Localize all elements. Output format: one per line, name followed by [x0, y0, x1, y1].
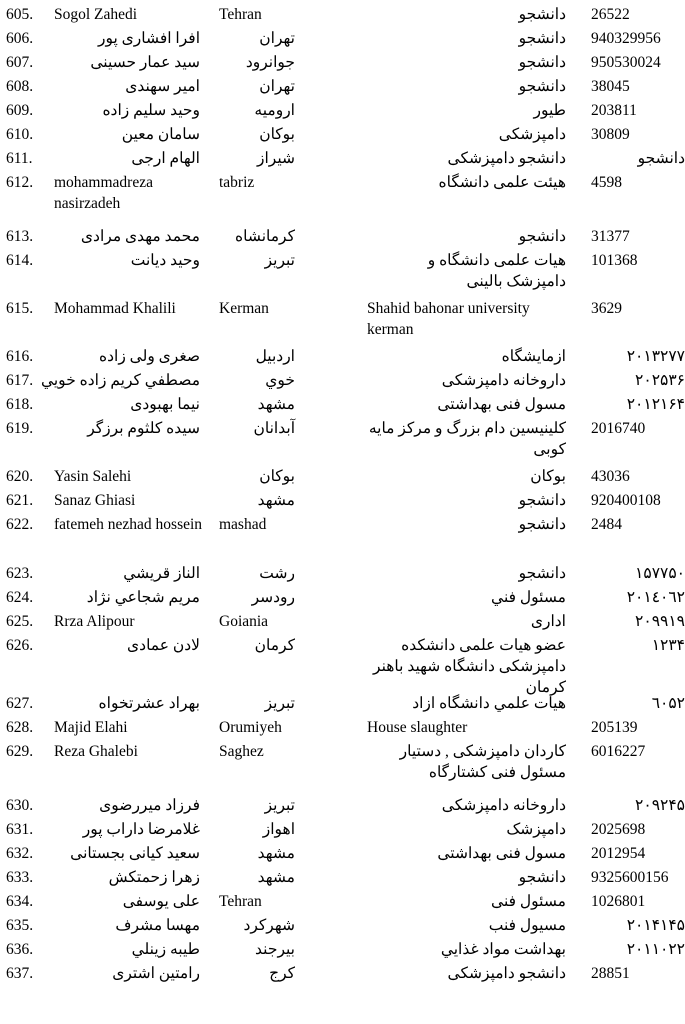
job-cell: دانشجو [518, 30, 566, 47]
city-cell: بوکان [259, 468, 295, 485]
city-cell: Orumiyeh [219, 719, 282, 736]
name-cell: افرا افشاری پور [97, 30, 200, 47]
city-cell: Goiania [219, 613, 269, 630]
code-cell: ٦۰۵۲ [651, 695, 685, 712]
name-cell: Reza Ghalebi [54, 743, 138, 760]
job-cell: دانشجو دامپزشکی [447, 150, 566, 167]
name-cell: Sogol Zahedi [54, 6, 138, 23]
job-cell: دانشجو [518, 54, 566, 71]
name-cell: fatemeh nezhad hossein [54, 516, 203, 533]
city-cell: تبریز [264, 252, 295, 269]
code-cell: 38045 [591, 78, 630, 95]
code-cell: 950530024 [591, 54, 661, 71]
num-cell: 620. [6, 468, 34, 485]
name-cell: سامان معین [121, 126, 200, 143]
job-cell: عضو هیات علمی دانشکده دامپزشکی دانشگاه شهید باهنر کرمان [373, 637, 566, 696]
city-cell: رشت [259, 565, 295, 582]
num-cell: 609. [6, 102, 34, 119]
city-cell: مشهد [257, 492, 295, 509]
city-cell: شهرکرد [243, 917, 295, 934]
city-cell: کرج [269, 965, 295, 982]
num-cell: 634. [6, 893, 34, 910]
code-cell: 203811 [591, 102, 637, 119]
code-cell: 30809 [591, 126, 630, 143]
job-cell: بوکان [530, 468, 566, 485]
name-cell: Sanaz Ghiasi [54, 492, 136, 509]
num-cell: 618. [6, 396, 34, 413]
code-cell: دانشجو [637, 150, 685, 167]
num-cell: 633. [6, 869, 34, 886]
job-cell: دانشجو [518, 516, 566, 533]
job-cell: دانشجو [518, 228, 566, 245]
name-cell: طیبه زینلي [131, 941, 200, 958]
num-cell: 624. [6, 589, 34, 606]
num-cell: 606. [6, 30, 34, 47]
job-cell: مسئول فني [491, 589, 566, 606]
code-cell: ۲۰۱۱۰۲۲ [626, 941, 685, 958]
num-cell: 631. [6, 821, 34, 838]
name-cell: فرزاد میررضوی [99, 797, 200, 814]
num-cell: 621. [6, 492, 34, 509]
name-cell: امیر سهندی [125, 78, 200, 95]
name-cell: محمد مهدی مرادی [80, 228, 200, 245]
name-cell: صغری ولی زاده [98, 348, 200, 365]
job-cell: داروخانه دامپزشکی [441, 797, 566, 814]
job-cell: کاردان دامپزشکی , دستیار مسئول فنی کشتارگاه [399, 743, 566, 781]
city-cell: بیرجند [255, 941, 295, 958]
city-cell: مشهد [257, 869, 295, 886]
num-cell: 630. [6, 797, 34, 814]
code-cell: 3629 [591, 300, 622, 317]
num-cell: 625. [6, 613, 34, 630]
code-cell: 31377 [591, 228, 630, 245]
name-cell: سید عمار حسینی [90, 54, 200, 71]
job-cell: مسئول فنی [491, 893, 566, 910]
code-cell: ۲۰۹۹۱۹ [635, 613, 685, 630]
city-cell: خوي [265, 372, 295, 389]
job-cell: مسول فنی بهداشتی [437, 396, 566, 413]
num-cell: 617. [6, 372, 34, 389]
name-cell: مهسا مشرف [115, 917, 200, 934]
city-cell: کرمانشاه [235, 228, 295, 245]
name-cell: مصطفي كريم زاده خويي [40, 372, 200, 389]
code-cell: ۲۰۲۵۳۶ [635, 372, 685, 389]
job-cell: اداری [530, 613, 566, 630]
code-cell: 43036 [591, 468, 630, 485]
job-cell: Shahid bahonar university kerman [367, 300, 530, 338]
code-cell: 2025698 [591, 821, 646, 838]
city-cell: Kerman [219, 300, 269, 317]
job-cell: مسیول فنب [488, 917, 566, 934]
num-cell: 635. [6, 917, 34, 934]
job-cell: دانشجو [518, 6, 566, 23]
num-cell: 605. [6, 6, 34, 23]
job-cell: دانشجو [518, 492, 566, 509]
name-cell: سعید کیانی بجستانی [70, 845, 200, 862]
name-cell: مريم شجاعي نژاد [86, 589, 200, 606]
num-cell: 615. [6, 300, 34, 317]
city-cell: تهران [259, 78, 295, 95]
name-cell: علی یوسفی [122, 893, 200, 910]
num-cell: 623. [6, 565, 34, 582]
city-cell: اردبیل [255, 348, 295, 365]
job-cell: دامپزشکی [498, 126, 566, 143]
job-cell: بهداشت مواد غذايي [440, 941, 566, 958]
city-cell: تبریز [264, 797, 295, 814]
name-cell: بهراد عشرتخواه [98, 695, 200, 712]
name-cell: Majid Elahi [54, 719, 128, 736]
code-cell: ۲۰۹۲۴۵ [635, 797, 685, 814]
name-cell: mohammadreza nasirzadeh [54, 174, 153, 212]
name-cell: Mohammad Khalili [54, 300, 176, 317]
code-cell: 2016740 [591, 420, 646, 437]
city-cell: تبریز [264, 695, 295, 712]
code-cell: ۲۰۱٤۰٦۲ [626, 589, 685, 606]
job-cell: هیئت علمی دانشگاه [438, 174, 566, 191]
code-cell: ۲۰۱۴۱۴۵ [626, 917, 685, 934]
job-cell: طیور [533, 102, 566, 119]
num-cell: 622. [6, 516, 34, 533]
code-cell: 205139 [591, 719, 638, 736]
name-cell: لادن عمادی [127, 637, 200, 654]
num-cell: 614. [6, 252, 34, 269]
name-cell: وحید دیانت [130, 252, 200, 269]
name-cell: غلامرضا داراب پور [82, 821, 200, 838]
code-cell: 920400108 [591, 492, 661, 509]
job-cell: House slaughter [367, 719, 468, 736]
num-cell: 619. [6, 420, 34, 437]
num-cell: 626. [6, 637, 34, 654]
name-cell: وحید سلیم زاده [102, 102, 200, 119]
job-cell: دانشجو [518, 869, 566, 886]
job-cell: دانشجو دامپزشکی [447, 965, 566, 982]
code-cell: 940329956 [591, 30, 661, 47]
code-cell: ۲۰۱۲۱۶۴ [626, 396, 685, 413]
name-cell: Rrza Alipour [54, 613, 135, 630]
name-cell: Yasin Salehi [54, 468, 132, 485]
num-cell: 612. [6, 174, 34, 191]
num-cell: 632. [6, 845, 34, 862]
city-cell: شیراز [256, 150, 295, 167]
code-cell: 4598 [591, 174, 622, 191]
job-cell: هیات علمي دانشگاه ازاد [412, 695, 566, 712]
city-cell: tabriz [219, 174, 255, 191]
code-cell: 2484 [591, 516, 622, 533]
num-cell: 608. [6, 78, 34, 95]
name-cell: نیما بهبودی [130, 396, 200, 413]
name-cell: الهام ارجی [131, 150, 200, 167]
job-cell: دامپزشک [506, 821, 566, 838]
city-cell: اهواز [262, 821, 295, 838]
city-cell: mashad [219, 516, 267, 533]
code-cell: 2012954 [591, 845, 646, 862]
job-cell: مسول فنی بهداشتی [437, 845, 566, 862]
job-cell: ازمایشگاه [501, 348, 566, 365]
name-cell: رامتین اشتری [112, 965, 200, 982]
code-cell: 6016227 [591, 743, 646, 760]
code-cell: ۲۰۱۳۲۷۷ [626, 348, 685, 365]
job-cell: هیات علمی دانشگاه و دامپزشک بالینی [427, 252, 566, 290]
num-cell: 627. [6, 695, 34, 712]
code-cell: ۱۲۳۴ [651, 637, 685, 654]
num-cell: 613. [6, 228, 34, 245]
city-cell: جوانرود [245, 54, 295, 71]
city-cell: آبدانان [253, 420, 295, 437]
code-cell: 26522 [591, 6, 630, 23]
name-cell: سیده کلثوم برزگر [87, 420, 200, 437]
city-cell: مشهد [257, 845, 295, 862]
job-cell: دانشجو [518, 565, 566, 582]
job-cell: کلینیسین دام بزرگ و مرکز مایه کوبی [368, 420, 566, 458]
num-cell: 637. [6, 965, 34, 982]
job-cell: دانشجو [518, 78, 566, 95]
num-cell: 610. [6, 126, 34, 143]
city-cell: ارومیه [254, 102, 295, 119]
code-cell: ۱۵۷۷۵۰ [635, 565, 685, 582]
name-cell: زهرا زحمتکش [108, 869, 200, 886]
city-cell: Tehran [219, 6, 262, 23]
name-cell: الناز قریشي [123, 565, 200, 582]
code-cell: 28851 [591, 965, 630, 982]
code-cell: 1026801 [591, 893, 646, 910]
num-cell: 607. [6, 54, 34, 71]
city-cell: Tehran [219, 893, 262, 910]
city-cell: رودسر [251, 589, 295, 606]
num-cell: 611. [6, 150, 33, 167]
code-cell: 9325600156 [591, 869, 669, 886]
city-cell: مشهد [257, 396, 295, 413]
num-cell: 629. [6, 743, 34, 760]
num-cell: 628. [6, 719, 34, 736]
num-cell: 636. [6, 941, 34, 958]
city-cell: کرمان [254, 637, 295, 654]
code-cell: 101368 [591, 252, 638, 269]
city-cell: Saghez [219, 743, 264, 760]
job-cell: داروخانه دامپزشکی [441, 372, 566, 389]
city-cell: بوکان [259, 126, 295, 143]
num-cell: 616. [6, 348, 34, 365]
city-cell: تهران [259, 30, 295, 47]
